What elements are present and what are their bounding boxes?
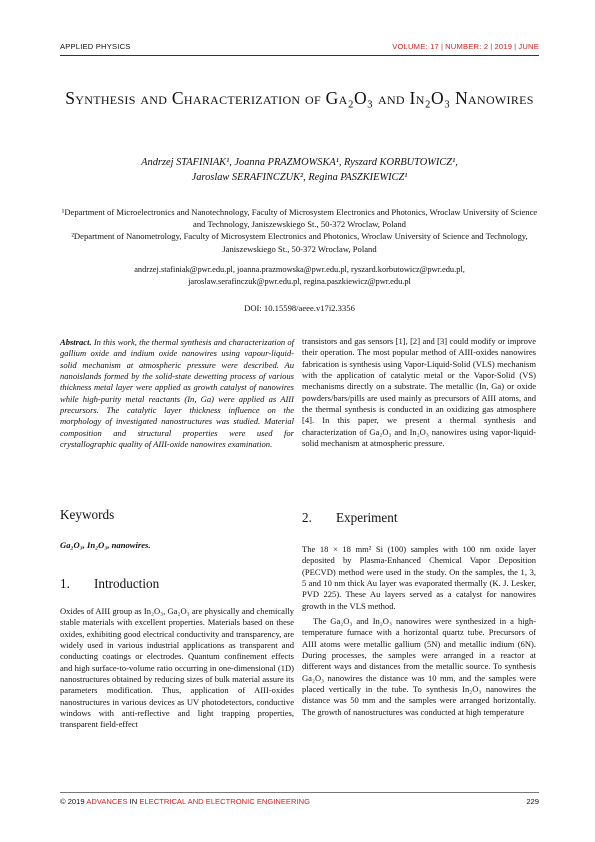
introduction-text: transistors and gas sensors [1], [2] and [3] could modify or improve their operation. The most popular method of AIII-oxides nanowires fabrication is synthesis using Vapor-Liquid-Solid (VLS) mechanism with the application of catalytic metal or the Vapor-Solid (VS) mechanisms directly on a substrate. The metallic (In, Ga) or oxide powders/bars/pills are used mainly as precursors of AIII atoms, and the thermal synthesis is conducted in an oxidizing gas atmosphere [4]. In this paper, we present a thermal synthesis and characterization of Ga₂O₃ and In₂O₃ nanowires using vapor-liquid-solid mechanism at atmospheric pressure. <box>302 336 536 449</box>
issue-info <box>392 42 539 51</box>
section-number: 2. <box>302 510 312 525</box>
authors-line: Jaroslaw SERAFINCZUK², Regina PASZKIEWICZ¹ <box>191 172 408 183</box>
copyright: © 2019 <box>60 797 85 806</box>
abstract-label: Abstract. <box>60 337 92 347</box>
authors-line: Andrzej STAFINIAK¹, Joanna PRAZMOWSKA¹, Ryszard KORBUTOWICZ¹, <box>141 157 458 168</box>
journal-section: APPLIED PHYSICS <box>60 42 131 51</box>
separator: | <box>490 42 493 51</box>
journal-name-part: IN <box>129 797 138 806</box>
footer-journal <box>60 797 310 806</box>
experiment-paragraph: The 18 × 18 mm² Si (100) samples with 100 nm oxide layer deposited by Plasma-Enhanced Chemical Vapor Deposition (PECVD) method were used in the study. On the samples, the 1, 3, 5 and 10 nm thick Au layer was evaporated thermally (K. J. Lesker, PVD 225). These Au layers served as a catalyst for nanowires growth in the VLS method. <box>302 544 536 611</box>
abstract <box>60 337 294 450</box>
section-number: 1. <box>60 576 70 591</box>
affiliation: ²Department of Nanometrology, Faculty of Microsystem Electronics and Photonics, Wroclaw University of Science and Technology, Janiszewskiego St., 50-372 Wroclaw, Poland <box>71 231 528 254</box>
section-title: Experiment <box>336 510 398 525</box>
affiliation: ¹Department of Microelectronics and Nanotechnology, Faculty of Microsystem Electronics and Photonics, Wroclaw University of Science and Technology, Janiszewskiego St., 50-372 Wroclaw, Poland <box>61 207 538 230</box>
author-emails[interactable] <box>60 264 539 288</box>
journal-name-part: ADVANCES <box>86 797 128 806</box>
section-title: Introduction <box>94 576 160 591</box>
experiment-column <box>302 544 536 718</box>
emails-line[interactable]: andrzej.stafiniak@pwr.edu.pl, joanna.prazmowska@pwr.edu.pl, ryszard.korbutowicz@pwr.edu.pl, <box>134 265 465 274</box>
journal-name-part: ELECTRICAL AND ELECTRONIC ENGINEERING <box>139 797 310 806</box>
experiment-heading <box>302 510 398 526</box>
introduction-left-column <box>60 606 294 731</box>
separator: | <box>514 42 517 51</box>
number: NUMBER: 2 <box>445 42 489 51</box>
affiliations <box>60 206 539 255</box>
introduction-right-column <box>302 336 536 449</box>
footer-rule <box>60 792 539 793</box>
introduction-text: Oxides of AIII group as In₂O₃, Ga₂O₃ are physically and chemically stable materials with excellent properties. Materials based on these oxides, exhibiting good electrical conductivity and transparency, are widely used in various industrial applications as transparent and conducting coatings or electrodes. Quantum confinement effects and high surface-to-volume ratio occurring in one-dimensional (1D) nanostructures obtained by reducing sizes of bulk material assure its parameters modification. Thus, application of AIII-oxides nanostructures in various devices as UV photodetectors, conductive windows with anti-reflective and light trapping properties, transparent field-effect <box>60 606 294 730</box>
separator: | <box>440 42 444 51</box>
emails-line[interactable]: jaroslaw.serafinczuk@pwr.edu.pl, regina.paszkiewicz@pwr.edu.pl <box>188 277 411 287</box>
month: JUNE <box>518 42 539 51</box>
paper-title: Synthesis and Characterization of Ga₂O₃ and In₂O₃ Nanowires <box>65 88 534 108</box>
experiment-paragraph: The Ga₂O₃ and In₂O₃ nanowires were synthesized in a high-temperature furnace with a horizontal quartz tube. Precursors of AIII atoms were metallic gallium (5N) and metallic indium (6N). During processes, the samples were arranged in a reactor at different ways and distances from the metallic source. To synthesis Ga₂O₃ nanowires the distance was 10 mm, and the samples were placed vertically in the tube. To synthesis In₂O₃ nanowires the distance was 50 mm and the samples were arranged horizontally. The growth of nanostructures was conducted at high temperature <box>302 616 536 717</box>
keywords-heading: Keywords <box>60 507 115 522</box>
volume: VOLUME: 17 <box>392 42 439 51</box>
authors <box>60 155 539 185</box>
page-number: 229 <box>526 797 539 806</box>
header-rule <box>60 55 539 56</box>
year: 2019 <box>494 42 513 51</box>
running-header <box>60 42 539 54</box>
abstract-text: In this work, the thermal synthesis and characterization of gallium oxide and indium oxide nanowires using vapour-liquid-solid mechanism at atmospheric pressure were described. Au nanoislands formed by the solid-state dewetting process of various thickness metal layer were applied as growth catalyst of nanowires while high-purity metal reactants (In, Ga) were applied as AIII precursors. The catalytic layer thickness influence on the morphology of investigated nanostructures was studied. Material composition and structural properties were used for crystallographic quality of AIII-oxide nanowires examination. <box>60 337 295 450</box>
keywords-list: Ga₂O₃, In₂O₃, nanowires. <box>60 540 151 550</box>
doi[interactable]: DOI: 10.15598/aeee.v17i2.3356 <box>244 303 355 313</box>
introduction-heading <box>60 576 159 592</box>
